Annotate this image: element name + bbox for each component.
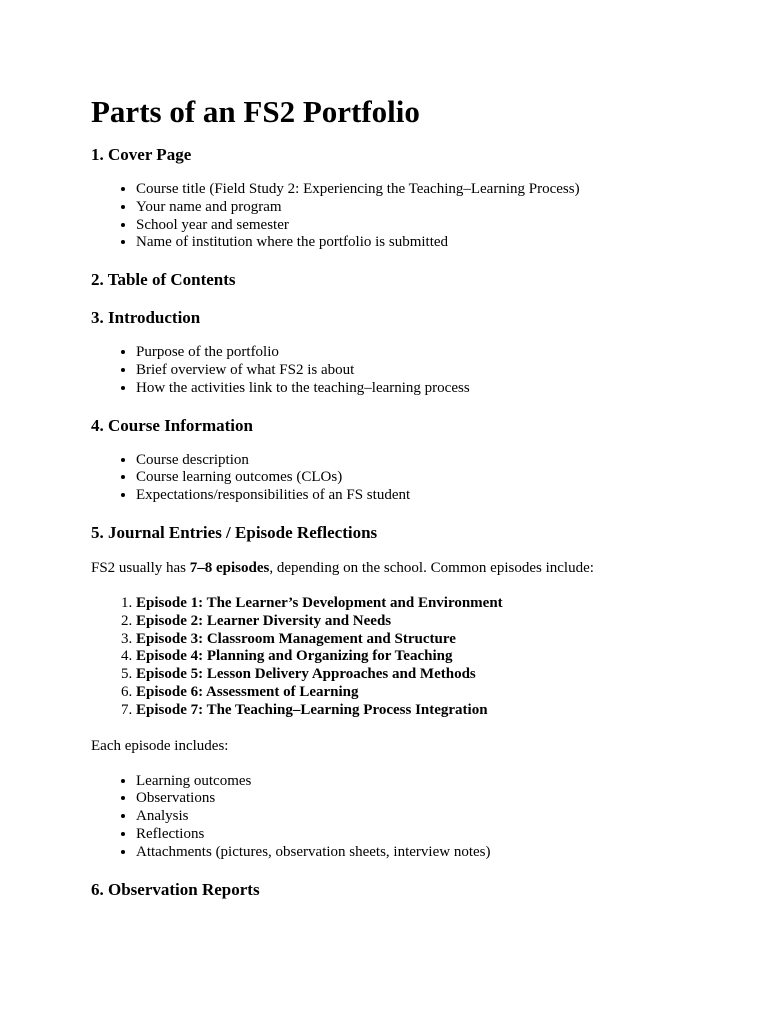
- intro-text-end: , depending on the school. Common episodes include:: [269, 559, 594, 576]
- episodes-list: [91, 595, 731, 720]
- episode-label: Episode 7: The Teaching–Learning Process Integration: [136, 701, 488, 718]
- list-item: • Purpose of the portfolio: [136, 344, 731, 362]
- episode-item: [136, 595, 731, 613]
- episode-label: Episode 1: The Learner’s Development and Environment: [136, 594, 503, 611]
- episode-label: Episode 2: Learner Diversity and Needs: [136, 612, 392, 629]
- section-heading-course-information: 4. Course Information: [91, 415, 253, 435]
- cover-page-list: [91, 181, 731, 252]
- episode-item: [136, 702, 731, 720]
- episode-label: Episode 5: Lesson Delivery Approaches and Methods: [136, 666, 476, 683]
- list-item: • Brief overview of what FS2 is about: [136, 362, 731, 380]
- episodes-intro-paragraph: [91, 559, 731, 577]
- episode-item: [136, 631, 731, 649]
- list-item: • Name of institution where the portfolio is submitted: [136, 234, 731, 252]
- list-item: • Learning outcomes: [136, 773, 731, 791]
- list-item: • Reflections: [136, 826, 731, 844]
- list-item: • Analysis: [136, 808, 731, 826]
- section-heading-table-of-contents: 2. Table of Contents: [91, 270, 236, 290]
- list-item: • Attachments (pictures, observation sheets, interview notes): [136, 844, 731, 862]
- list-item: • Course title (Field Study 2: Experiencing the Teaching–Learning Process): [136, 181, 731, 199]
- episode-contents-list: [91, 773, 731, 862]
- episode-label: Episode 3: Classroom Management and Structure: [136, 630, 456, 647]
- episode-item: [136, 648, 731, 666]
- episode-label: Episode 4: Planning and Organizing for Teaching: [136, 648, 453, 665]
- list-item: • School year and semester: [136, 217, 731, 235]
- section-heading-observation-reports: 6. Observation Reports: [91, 879, 260, 899]
- list-item: • Observations: [136, 790, 731, 808]
- list-item: • Course description: [136, 452, 731, 470]
- episode-item: [136, 613, 731, 631]
- each-episode-includes-text: Each episode includes:: [91, 737, 229, 754]
- section-heading-cover-page: 1. Cover Page: [91, 145, 192, 164]
- episode-item: [136, 684, 731, 702]
- section-heading-journal-entries: 5. Journal Entries / Episode Reflections: [91, 522, 378, 542]
- intro-text-start: FS2 usually has: [91, 559, 190, 576]
- list-item: • Your name and program: [136, 199, 731, 217]
- introduction-list: [91, 344, 731, 397]
- episode-item: [136, 666, 731, 684]
- section-heading-introduction: 3. Introduction: [91, 308, 201, 328]
- intro-text-bold: 7–8 episodes: [189, 559, 270, 576]
- list-item: • How the activities link to the teaching–learning process: [136, 380, 731, 398]
- page-title: Parts of an FS2 Portfolio: [91, 94, 420, 129]
- episode-label: Episode 6: Assessment of Learning: [136, 683, 359, 700]
- course-information-list: [91, 452, 731, 505]
- document-page: [91, 94, 731, 901]
- list-item: • Course learning outcomes (CLOs): [136, 469, 731, 487]
- list-item: • Expectations/responsibilities of an FS student: [136, 487, 731, 505]
